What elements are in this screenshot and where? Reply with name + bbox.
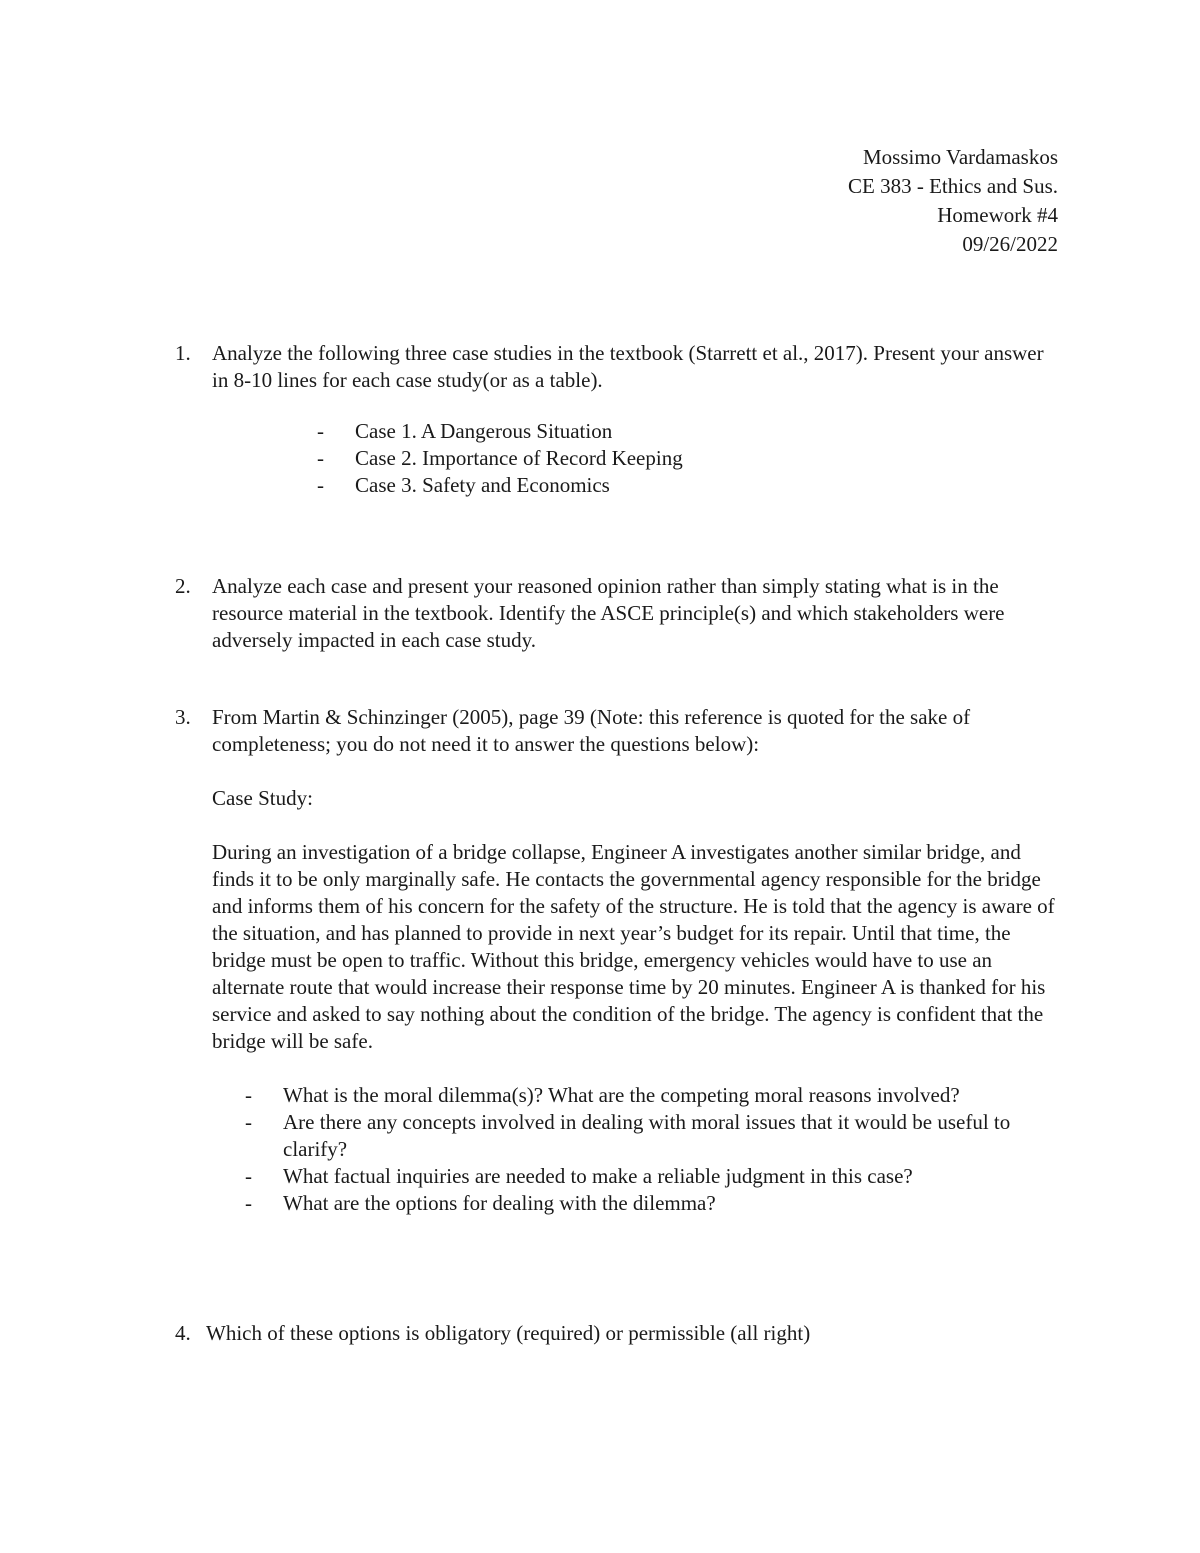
dash-bullet: - [317, 473, 324, 497]
list-item: - What are the options for dealing with the dilemma? [245, 1191, 716, 1215]
question-4 [175, 1320, 1060, 1347]
question-text: From Martin & Schinzinger (2005), page 39 (Note: this reference is quoted for the sake of completeness; you do not need it to answer the questions below): [212, 705, 971, 756]
case-list [317, 418, 1060, 499]
list-item: - What is the moral dilemma(s)? What are the competing moral reasons involved? [245, 1083, 960, 1107]
question-2 [175, 573, 1060, 654]
dash-bullet: - [245, 1191, 252, 1215]
question-3 [175, 704, 1060, 1217]
case-study-text: During an investigation of a bridge collapse, Engineer A investigates another similar bridge, and finds it to be only marginally safe. He contacts the governmental agency responsible for the bridge and informs them of his concern for the safety of the structure. He is told that the agency is aware of the situation, and has planned to provide in next year’s budget for its repair. Until that time, the bridge must be open to traffic. Without this bridge, emergency vehicles would have to use an alternate route that would increase their response time by 20 minutes. Engineer A is thanked for his service and asked to say nothing about the condition of the bridge. The agency is confident that the bridge will be safe. [212, 840, 1055, 1053]
question-text: Which of these options is obligatory (required) or permissible (all right) [206, 1321, 811, 1345]
assignment-title: Homework #4 [937, 203, 1058, 227]
course-title: CE 383 - Ethics and Sus. [848, 174, 1058, 198]
question-text: Analyze each case and present your reasoned opinion rather than simply stating what is in the resource material in the textbook. Identify the ASCE principle(s) and which stakeholders were adversely impacted in each case study. [212, 574, 1005, 652]
list-item: - Are there any concepts involved in dealing with moral issues that it would be useful to clarify? [245, 1110, 1011, 1161]
list-item: - What factual inquiries are needed to make a reliable judgment in this case? [245, 1164, 913, 1188]
question-number: 2. [175, 574, 191, 598]
sub-question-list [245, 1082, 1060, 1217]
question-1 [175, 340, 1060, 499]
student-name: Mossimo Vardamaskos [862, 145, 1058, 169]
list-item: - Case 2. Importance of Record Keeping [317, 446, 683, 470]
dash-bullet: - [317, 419, 324, 443]
assignment-date: 09/26/2022 [962, 232, 1058, 256]
dash-bullet: - [245, 1110, 252, 1134]
dash-bullet: - [317, 446, 324, 470]
case-study-label: Case Study: [212, 786, 313, 810]
question-number: 3. [175, 705, 191, 729]
dash-bullet: - [245, 1083, 252, 1107]
dash-bullet: - [245, 1164, 252, 1188]
question-number: 1. [175, 341, 191, 365]
list-item: - Case 1. A Dangerous Situation [317, 419, 613, 443]
document-header [848, 143, 1058, 259]
question-number: 4. [175, 1321, 191, 1345]
list-item: - Case 3. Safety and Economics [317, 473, 610, 497]
question-text: Analyze the following three case studies in the textbook (Starrett et al., 2017). Present your answer in 8-10 lines for each case study(or as a table). [212, 341, 1044, 392]
